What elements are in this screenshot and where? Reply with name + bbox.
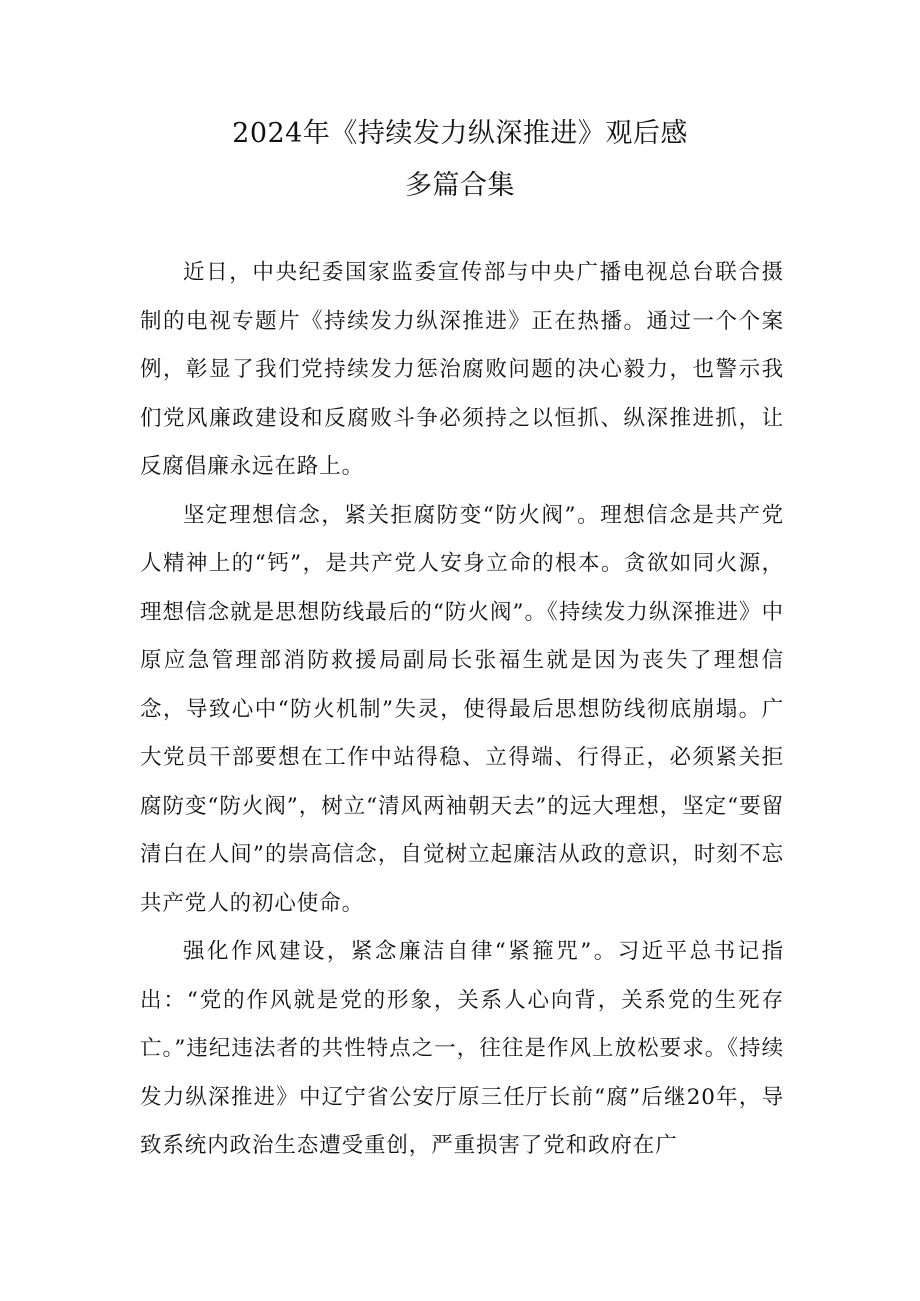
title-line-2: 多篇合集 <box>405 170 515 201</box>
paragraph-3: 强化作风建设，紧念廉洁自律“紧箍咒”。习近平总书记指出：“党的作风就是党的形象，关系人心向背，关系党的生死存亡。”违纪违法者的共性特点之一，往往是作风上放松要求。《持续发力纵深推进》中辽宁省公安厅原三任厅长前“腐”后继20年，导致系统内政治生态遭受重创，严重损害了党和政府在广 <box>140 939 784 1158</box>
paragraph-1: 近日，中央纪委国家监委宣传部与中央广播电视总台联合摄制的电视专题片《持续发力纵深推进》正在热播。通过一个个案例，彰显了我们党持续发力惩治腐败问题的决心毅力，也警示我们党风廉政建设和反腐败斗争必须持之以恒抓、纵深推进抓，让反腐倡廉永远在路上。 <box>140 260 784 479</box>
paragraph-2: 坚定理想信念，紧关拒腐防变“防火阀”。理想信念是共产党人精神上的“钙”，是共产党人安身立命的根本。贪欲如同火源，理想信念就是思想防线最后的“防火阀”。《持续发力纵深推进》中原应急管理部消防救援局副局长张福生就是因为丧失了理想信念，导致心中“防火机制”失灵，使得最后思想防线彻底崩塌。广大党员干部要想在工作中站得稳、立得端、行得正，必须紧关拒腐防变“防火阀”，树立“清风两袖朝天去”的远大理想，坚定“要留清白在人间”的崇高信念，自觉树立起廉洁从政的意识，时刻不忘共产党人的初心使命。 <box>140 502 784 916</box>
document-title <box>0 108 920 212</box>
title-line-1: 2024年《持续发力纵深推进》观后感 <box>232 118 688 149</box>
document-body <box>140 249 784 1171</box>
